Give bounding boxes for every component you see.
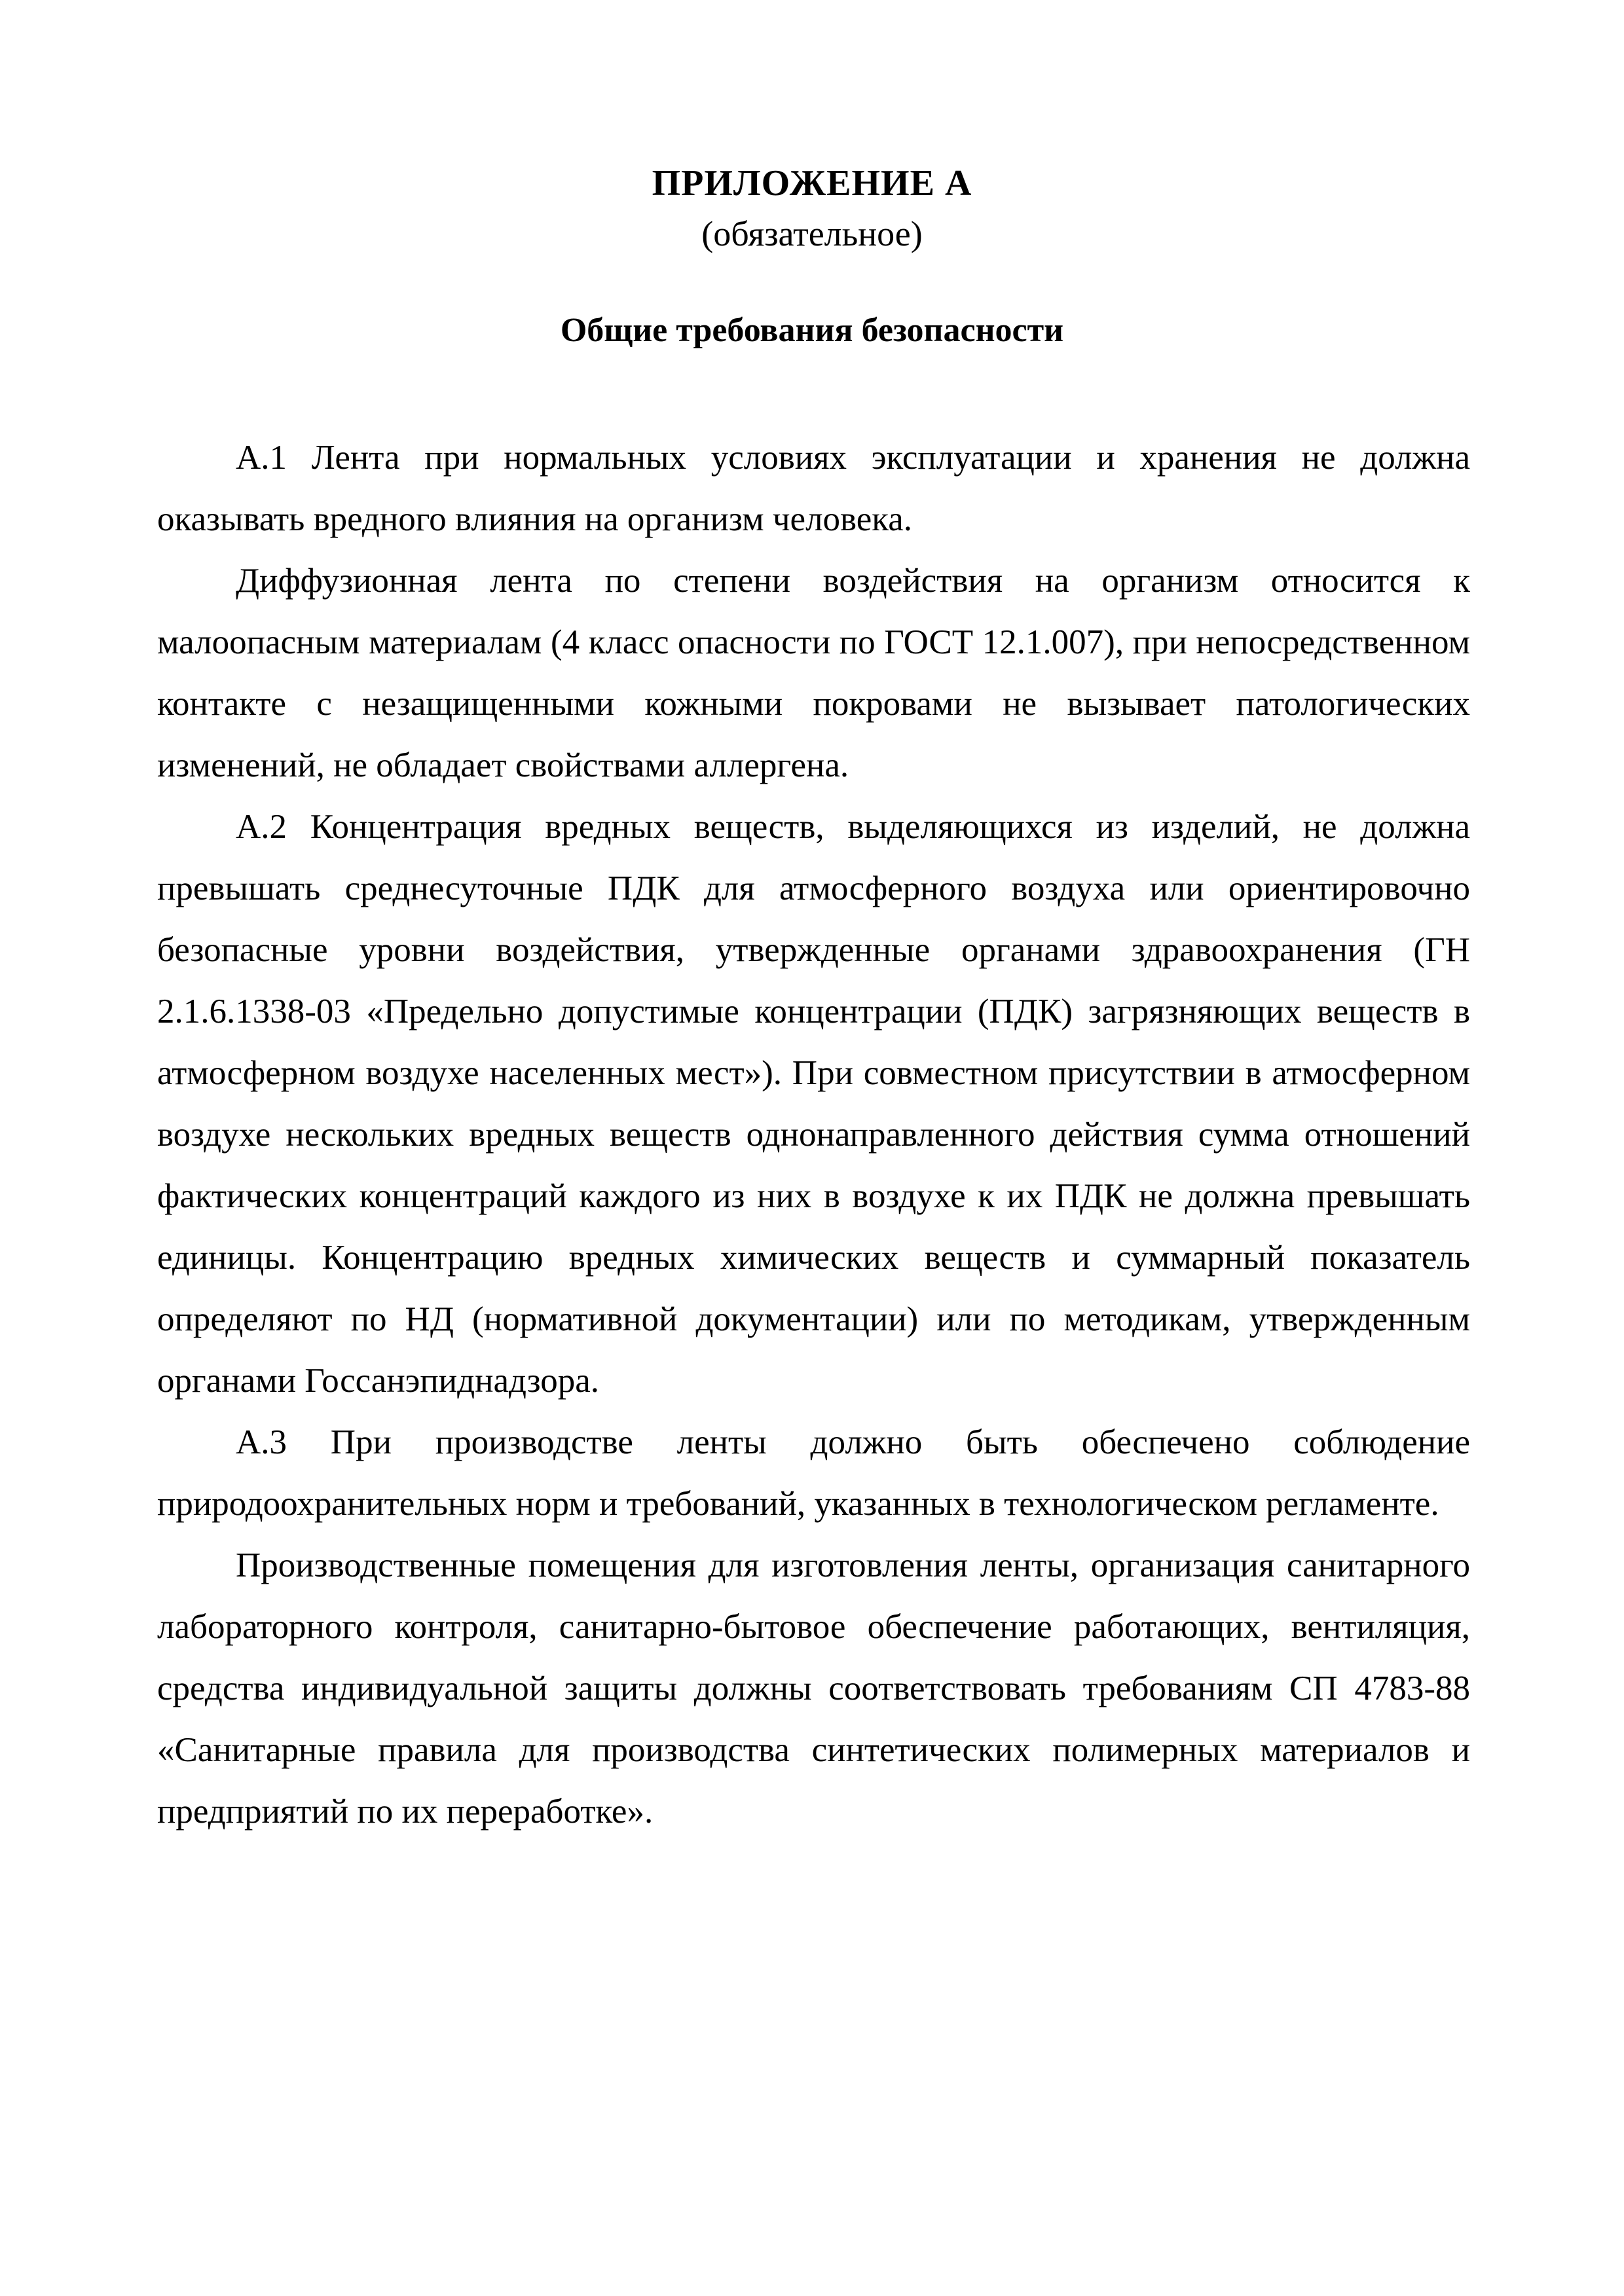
paragraph-a2: А.2 Концентрация вредных веществ, выделяющихся из изделий, не должна превышать среднесуточные ПДК для атмосферного воздуха или ориентировочно безопасные уровни воздействия, утвержденные органами здравоохранения (ГН 2.1.6.1338-03 «Предельно допустимые концентрации (ПДК) загрязняющих веществ в атмосферном воздухе населенных мест»). При совместном присутствии в атмосферном воздухе нескольких вредных веществ однонаправленного действия сумма отношений фактических концентраций каждого из них в воздухе к их ПДК не должна превышать единицы. Концентрацию вредных химических веществ и суммарный показатель определяют по НД (нормативной документации) или по методикам, утвержденным органами Госсанэпиднадзора. [157, 808, 1470, 1400]
appendix-status-note: (обязательное) [701, 214, 923, 253]
paragraph-diffusion-tape: Диффузионная лента по степени воздействия на организм относится к малоопасным материалам (4 класс опасности по ГОСТ 12.1.007), при непосредственном контакте с незащищенными кожными покровами не вызывает патологических изменений, не обладает свойствами аллергена. [157, 562, 1470, 784]
paragraph-production-premises: Производственные помещения для изготовления ленты, организация санитарного лабораторного контроля, санитарно-бытовое обеспечение работающих, вентиляция, средства индивидуальной защиты должны соответствовать требованиям СП 4783-88 «Санитарные правила для производства синтетических полимерных материалов и предприятий по их переработке». [157, 1546, 1470, 1831]
paragraph-a3: А.3 При производстве ленты должно быть обеспечено соблюдение природоохранительных норм и требований, указанных в технологическом регламенте. [157, 1423, 1470, 1523]
document-body [157, 427, 1470, 1842]
appendix-title: ПРИЛОЖЕНИЕ А [652, 163, 972, 204]
section-title: Общие требования безопасности [560, 312, 1064, 349]
paragraph-a1: А.1 Лента при нормальных условиях эксплуатации и хранения не должна оказывать вредного влияния на организм человека. [157, 439, 1470, 538]
